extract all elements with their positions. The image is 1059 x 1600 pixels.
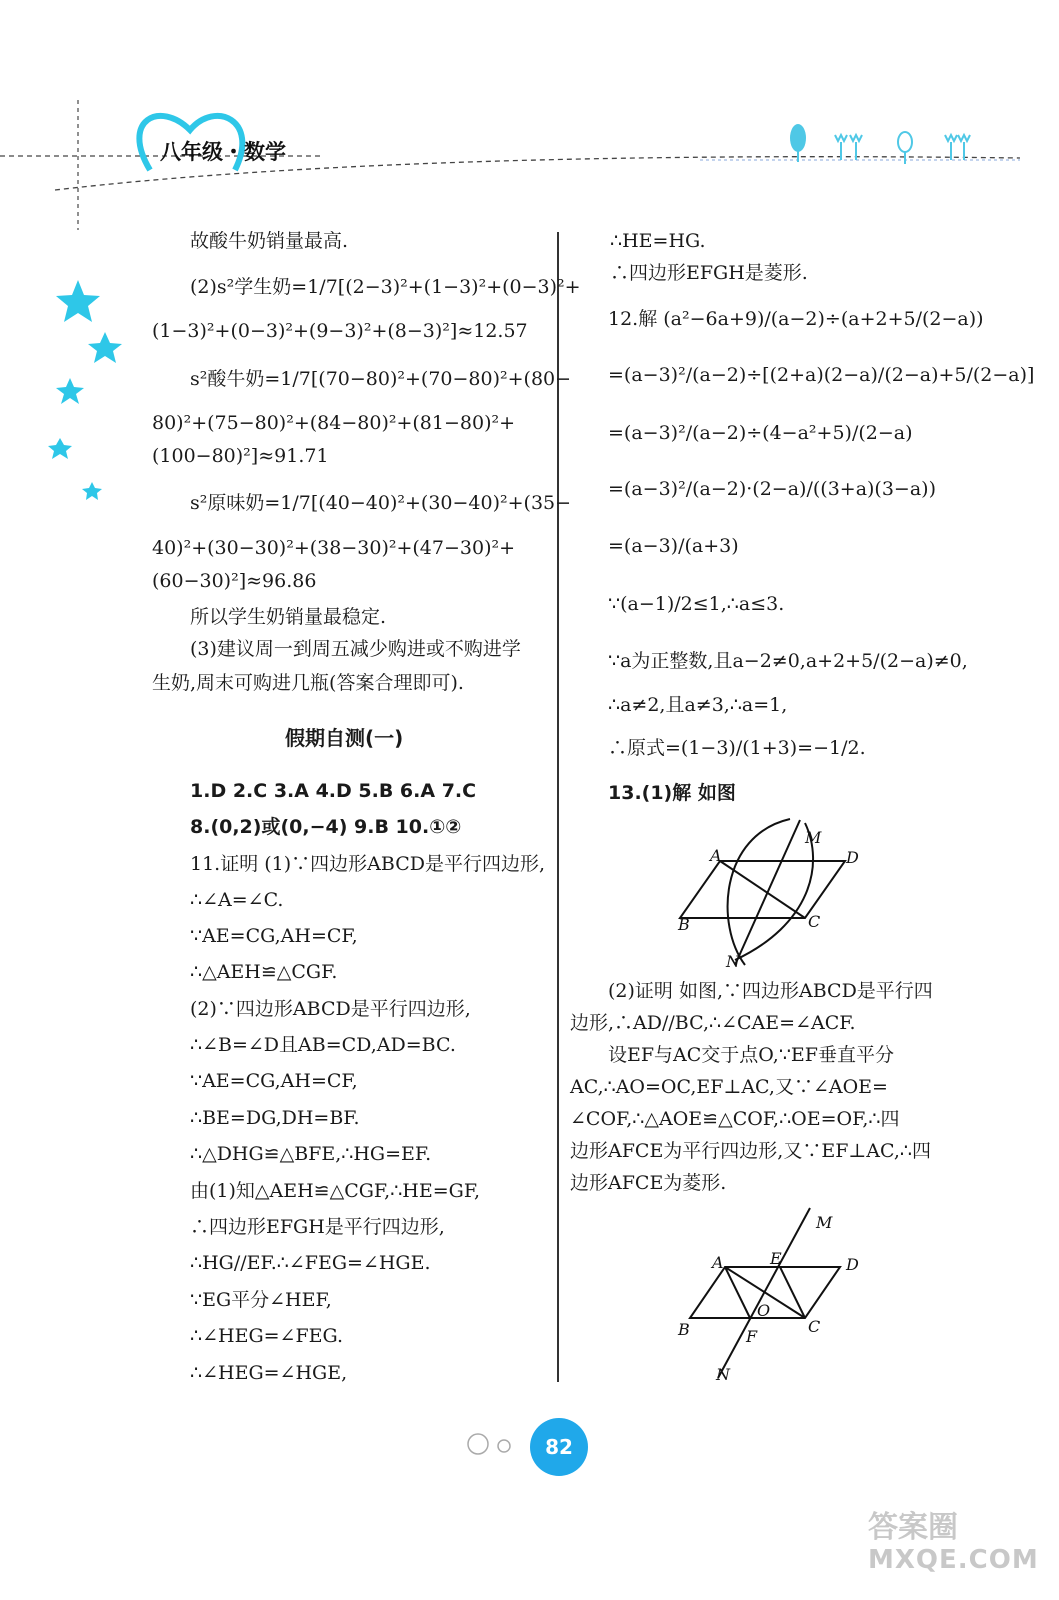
point-label: B [678,1320,690,1339]
text-line: 故酸牛奶销量最高. [190,230,349,252]
tree-icon [790,124,806,152]
header-title: 八年级・数学 [160,140,286,164]
star-icon [48,438,72,459]
balloon-icon [898,132,912,152]
solution-line: ∴原式=(1−3)/(1+3)=−1/2. [608,737,866,759]
proof-line: ∴∠HEG=∠HGE, [190,1362,348,1384]
text-line: 所以学生奶销量最稳定. [190,606,387,628]
answers-line: 8.(0,2)或(0,−4) 9.B 10.①② [190,816,462,838]
point-label: B [678,915,690,934]
point-label: C [808,912,821,931]
point-label: F [746,1327,758,1346]
proof-line: ∴∠B=∠D且AB=CD,AD=BC. [190,1034,456,1056]
solution-line: ∵a为正整数,且a−2≠0,a+2+5/(2−a)≠0, [608,650,968,672]
star-icon [56,378,84,404]
text-line: (3)建议周一到周五减少购进或不购进学 [190,638,521,660]
star-icon [56,280,100,322]
proof-line: AC,∴AO=OC,EF⊥AC,又∵∠AOE= [570,1076,888,1098]
point-label: O [757,1301,771,1320]
figure-1-construction [660,815,880,975]
proof-line: ∴∠A=∠C. [190,889,284,911]
star-decoration [40,270,140,510]
section-title: 假期自测(一) [285,726,404,750]
page-number: 82 [530,1418,588,1476]
point-label: N [716,1365,730,1384]
star-icon [88,332,122,363]
proof-line: 边形AFCE为菱形. [570,1172,727,1194]
header-decoration [0,90,1059,230]
point-label: N [726,952,740,971]
text-line: (100−80)²]≈91.71 [152,445,329,467]
proof-line: 设EF与AC交于点O,∵EF垂直平分 [608,1044,894,1066]
figure-2-rhombus [670,1200,870,1390]
text-line: 生奶,周末可购进几瓶(答案合理即可). [152,672,464,694]
point-label: E [770,1249,782,1268]
text-line: (60−30)²]≈96.86 [152,570,317,592]
star-icon [82,482,102,500]
point-label: A [712,1253,724,1272]
proof-line: (2)证明 如图,∵四边形ABCD是平行四 [608,980,933,1002]
text-line: 80)²+(75−80)²+(84−80)²+(81−80)²+ [152,412,516,434]
solution-line: 12.解 (a²−6a+9)/(a−2)÷(a+2+5/(2−a)) [608,308,984,330]
point-label: D [846,1255,859,1274]
proof-line: ∴∠HEG=∠FEG. [190,1325,344,1347]
bisector-line [735,820,800,965]
text-line: ∴HE=HG. [610,230,706,252]
text-line: s²酸牛奶=1/7[(70−80)²+(70−80)²+(80− [190,368,572,390]
text-line: 40)²+(30−30)²+(38−30)²+(47−30)²+ [152,537,516,559]
solution-line: =(a−3)²/(a−2)·(2−a)/((3+a)(3−a)) [608,478,937,500]
watermark-url: MXQE.COM [868,1545,1039,1575]
proof-line: 边形AFCE为平行四边形,又∵EF⊥AC,∴四 [570,1140,931,1162]
proof-line: ∵AE=CG,AH=CF, [190,925,358,947]
watermark-logo: 答案圈 [868,1510,958,1545]
text-line: s²原味奶=1/7[(40−40)²+(30−40)²+(35− [190,492,572,514]
solution-line: =(a−3)/(a+3) [608,535,739,557]
proof-line: ∵AE=CG,AH=CF, [190,1070,358,1092]
proof-line: ∴BE=DG,DH=BF. [190,1107,360,1129]
footer-circles [460,1430,530,1460]
proof-line: (2)∵四边形ABCD是平行四边形, [190,998,471,1020]
proof-line: 由(1)知△AEH≌△CGF,∴HE=GF, [190,1180,481,1202]
proof-line: ∴△DHG≌△BFE,∴HG=EF. [190,1143,432,1165]
solution-line: ∴a≠2,且a≠3,∴a=1, [608,694,788,716]
tulip-icon [835,135,970,160]
q13-title: 13.(1)解 如图 [608,782,736,804]
point-label: A [710,846,722,865]
point-label: D [846,848,859,867]
column-divider [557,232,559,1382]
text-line: (1−3)²+(0−3)²+(9−3)²+(8−3)²]≈12.57 [152,320,528,342]
point-label: M [816,1213,833,1232]
solution-line: =(a−3)²/(a−2)÷[(2+a)(2−a)/(2−a)+5/(2−a)] [608,364,1035,386]
proof-line: ∴HG//EF.∴∠FEG=∠HGE. [190,1252,431,1274]
text-line: ∴四边形EFGH是菱形. [610,262,808,284]
arc-shape [728,819,790,965]
proof-line: ∠COF,∴△AOE≌△COF,∴OE=OF,∴四 [570,1108,900,1130]
proof-line: 11.证明 (1)∵四边形ABCD是平行四边形, [190,853,546,875]
perpendicular-line [718,1208,810,1378]
solution-line: ∵(a−1)/2≤1,∴a≤3. [608,593,785,615]
proof-line: ∴四边形EFGH是平行四边形, [190,1216,445,1238]
text-line: (2)s²学生奶=1/7[(2−3)²+(1−3)²+(0−3)²+ [190,276,581,298]
proof-line: ∴△AEH≌△CGF. [190,961,338,983]
answers-line: 1.D 2.C 3.A 4.D 5.B 6.A 7.C [190,780,477,802]
solution-line: =(a−3)²/(a−2)÷(4−a²+5)/(2−a) [608,422,913,444]
point-label: C [808,1317,821,1336]
proof-line: ∵EG平分∠HEF, [190,1289,332,1311]
proof-line: 边形,∴AD//BC,∴∠CAE=∠ACF. [570,1012,856,1034]
point-label: M [805,828,822,847]
